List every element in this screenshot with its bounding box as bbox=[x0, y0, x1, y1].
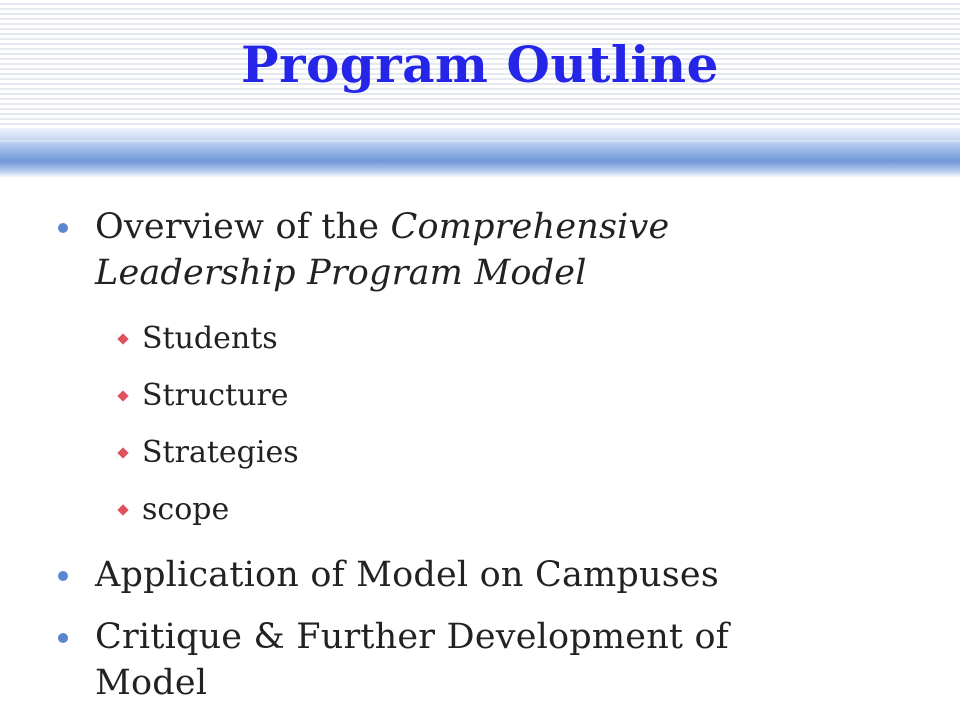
sub-item-label: scope bbox=[142, 492, 230, 527]
bullet-item-critique bbox=[58, 614, 918, 706]
round-bullet-icon bbox=[58, 223, 68, 233]
bullet-text: Critique & Further Development of bbox=[95, 617, 729, 657]
sub-item-students bbox=[58, 310, 918, 367]
title-bar-highlight bbox=[0, 140, 960, 142]
bullet-italic-text: Comprehensive bbox=[390, 207, 670, 247]
sub-item-structure bbox=[58, 367, 918, 424]
bullet-text: Model bbox=[95, 663, 208, 703]
bullet-text: Overview of the bbox=[95, 207, 391, 247]
bullet-italic-text: Leadership Program Model bbox=[95, 253, 587, 293]
diamond-bullet-icon bbox=[117, 504, 128, 515]
bullet-item-application bbox=[58, 552, 918, 598]
sub-bullet-list bbox=[58, 310, 918, 538]
slide-title: Program Outline bbox=[241, 35, 719, 94]
round-bullet-icon bbox=[58, 633, 68, 643]
bullet-list bbox=[58, 204, 918, 706]
sub-item-label: Structure bbox=[142, 378, 289, 413]
sub-item-strategies bbox=[58, 424, 918, 481]
round-bullet-icon bbox=[58, 571, 68, 581]
title-gradient-bar bbox=[0, 128, 960, 178]
diamond-bullet-icon bbox=[117, 390, 128, 401]
diamond-bullet-icon bbox=[117, 447, 128, 458]
bullet-text: Application of Model on Campuses bbox=[95, 555, 719, 595]
sub-item-label: Strategies bbox=[142, 435, 299, 470]
bullet-item-overview bbox=[58, 204, 918, 296]
sub-item-label: Students bbox=[142, 321, 278, 356]
diamond-bullet-icon bbox=[117, 333, 128, 344]
bullet-gap bbox=[58, 598, 918, 614]
sub-item-scope bbox=[58, 481, 918, 538]
